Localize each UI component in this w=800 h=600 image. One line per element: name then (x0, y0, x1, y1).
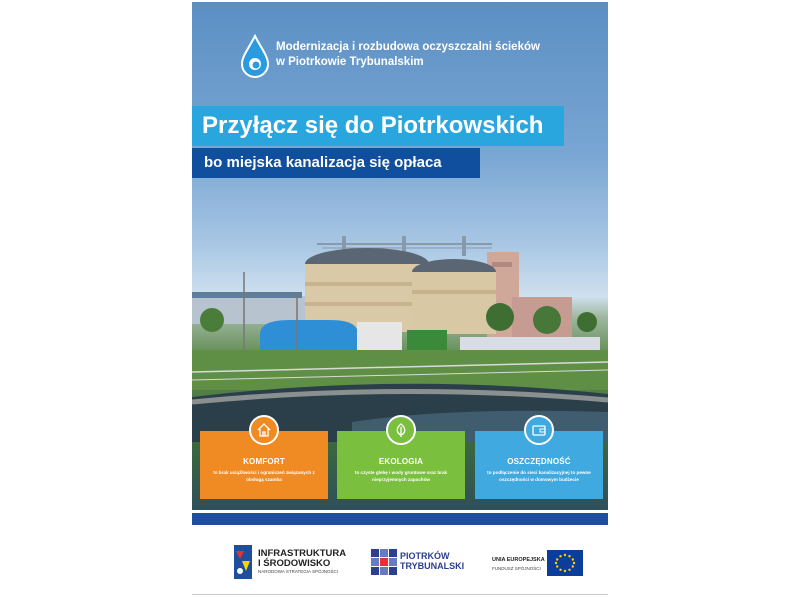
eu-logo-line1: UNIA EUROPEJSKA (492, 557, 545, 563)
water-drop-icon (239, 34, 271, 78)
benefit-title: KOMFORT (243, 457, 285, 466)
house-icon (249, 415, 279, 445)
benefit-text: to czyste glebę i wody gruntowe oraz brak nieprzyjemnych zapachów (354, 470, 448, 482)
eu-cohesion-fund-logo (492, 548, 592, 580)
eu-logo-line2: FUNDUSZ SPÓJNOŚCI (492, 566, 541, 571)
piotrkow-emblem-icon (370, 548, 398, 576)
hero-photo (192, 2, 608, 510)
bottom-rule (192, 594, 608, 595)
piotrkow-line2: TRYBUNALSKI (400, 561, 465, 571)
benefit-card-komfort (200, 431, 328, 499)
benefit-card-ekologia (337, 431, 465, 499)
infrastruktura-srodowisko-logo (232, 543, 352, 583)
project-title (276, 40, 596, 70)
piotrkow-line1: PIOTRKÓW (400, 551, 450, 561)
benefit-text: to podłączenie do sieci kanalizacyjnej to pewne oszczędności w domowym budżecie (487, 470, 591, 482)
benefit-text: to brak uciążliwości i ograniczeń związanych z obsługą szamba (213, 470, 315, 482)
wallet-icon (524, 415, 554, 445)
leaflet-page (192, 0, 608, 600)
infrastruktura-line2: I ŚRODOWISKO (258, 558, 331, 569)
benefit-title: EKOLOGIA (378, 457, 424, 466)
project-title-line2: w Piotrkowie Trybunalskim (276, 56, 424, 68)
infrastruktura-line1: INFRASTRUKTURA (258, 548, 347, 559)
treatment-plant-photo (192, 222, 608, 442)
benefit-title: OSZCZĘDNOŚĆ (507, 457, 571, 466)
infrastruktura-logo-text (258, 549, 346, 569)
infrastruktura-subtext: NARODOWA STRATEGIA SPÓJNOŚCI (258, 569, 339, 574)
eu-flag-icon (547, 550, 583, 576)
blue-divider-bar (192, 513, 608, 525)
headline-banner: Przyłącz się do Piotrkowskich (192, 106, 564, 146)
piotrkow-trybunalski-logo (370, 548, 470, 580)
benefit-card-oszczednosc (475, 431, 603, 499)
nss-emblem-icon (232, 543, 254, 581)
leaf-icon (386, 415, 416, 445)
subheadline-banner: bo miejska kanalizacja się opłaca (192, 148, 480, 178)
project-title-line1: Modernizacja i rozbudowa oczyszczalni ścieków (276, 41, 540, 53)
piotrkow-logo-text (400, 551, 464, 571)
